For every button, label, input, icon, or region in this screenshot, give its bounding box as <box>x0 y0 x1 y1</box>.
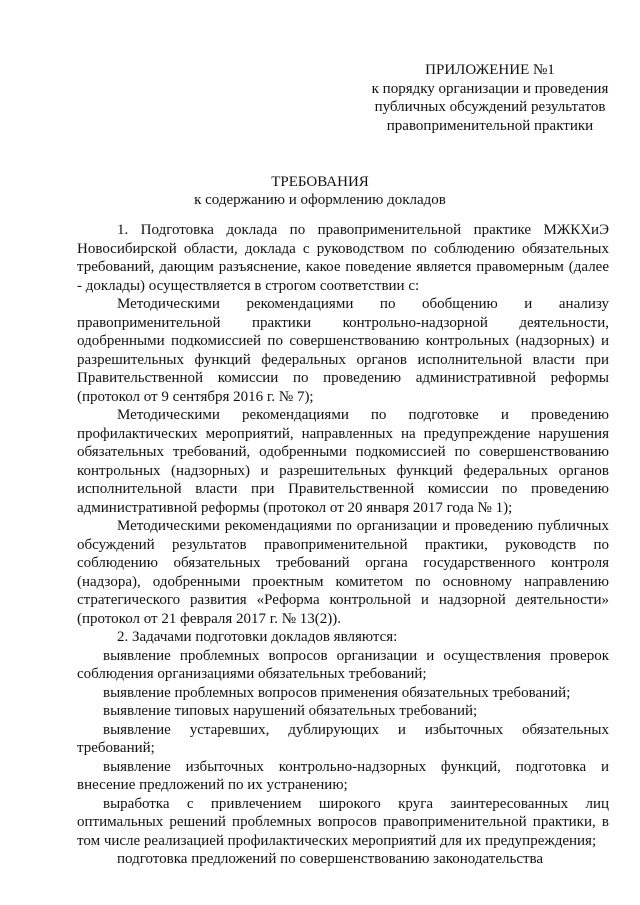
appendix-title: ПРИЛОЖЕНИЕ №1 <box>425 62 555 78</box>
paragraph-recommendations-analysis: Методическими рекомендациями по обобщению и анализу правоприменительной практики контрольно-надзорной деятельности, одобренными подкомиссией по совершенствованию контрольных (надзорных) и разрешительных функций федеральных органов исполнительной власти при Правительственной комиссии по проведению административной реформы (протокол от 9 сентября 2016 г. № 7); <box>77 296 609 405</box>
task-item: выявление устаревших, дублирующих и избыточных обязательных требований; <box>77 721 609 756</box>
document-body <box>77 221 609 869</box>
appendix-line: правоприменительной практики <box>386 117 594 134</box>
appendix-block <box>340 61 640 135</box>
appendix-line: к порядку организации и проведения <box>371 80 609 97</box>
appendix-line: публичных обсуждений результатов <box>374 99 606 115</box>
task-item: выявление проблемных вопросов организации и осуществления проверок соблюдения организациями обязательных требований; <box>77 647 609 682</box>
paragraph-recommendations-prevention: Методическими рекомендациями по подготовке и проведению профилактических мероприятий, направленных на предупреждение нарушения обязательных требований, одобренными подкомиссией по совершенствованию контрольных (надзорных) и разрешительных функций федеральных органов исполнительной власти при Правительственной комиссии по проведению административной реформы (протокол от 20 января 2017 года № 1); <box>77 407 609 516</box>
paragraph-requirements-intro: 1. Подготовка доклада по правоприменительной практике МЖКХиЭ Новосибирской области, доклада с руководством по соблюдению обязательных требований, дающим разъяснение, какое поведение является правомерным (далее - доклады) осуществляется в строгом соответствии с: <box>77 222 609 294</box>
task-item: выявление проблемных вопросов применения обязательных требований; <box>103 684 571 701</box>
task-item: выявление типовых нарушений обязательных требований; <box>103 703 478 719</box>
task-item: подготовка предложений по совершенствованию законодательства <box>117 851 544 867</box>
paragraph-recommendations-discussions: Методическими рекомендациями по организации и проведению публичных обсуждений результатов правоприменительной практики, руководств по соблюдению обязательных требований органа государственного контроля (надзора), одобренными проектным комитетом по основному направлению стратегического развития «Реформа контрольной и надзорной деятельности» (протокол от 21 февраля 2017 г. № 13(2)). <box>77 518 609 627</box>
document-subtitle: к содержанию и оформлению докладов <box>194 192 446 208</box>
document-title: ТРЕБОВАНИЯ <box>271 174 369 190</box>
paragraph-tasks-heading: 2. Задачами подготовки докладов являются: <box>117 629 398 645</box>
task-item: выявление избыточных контрольно-надзорных функций, подготовка и внесение предложений по их устранению; <box>77 758 609 793</box>
task-item: выработка с привлечением широкого круга заинтересованных лиц оптимальных решений проблемных вопросов правоприменительной практики, в том числе реализацией профилактических мероприятий для их предупреждения; <box>77 795 609 849</box>
